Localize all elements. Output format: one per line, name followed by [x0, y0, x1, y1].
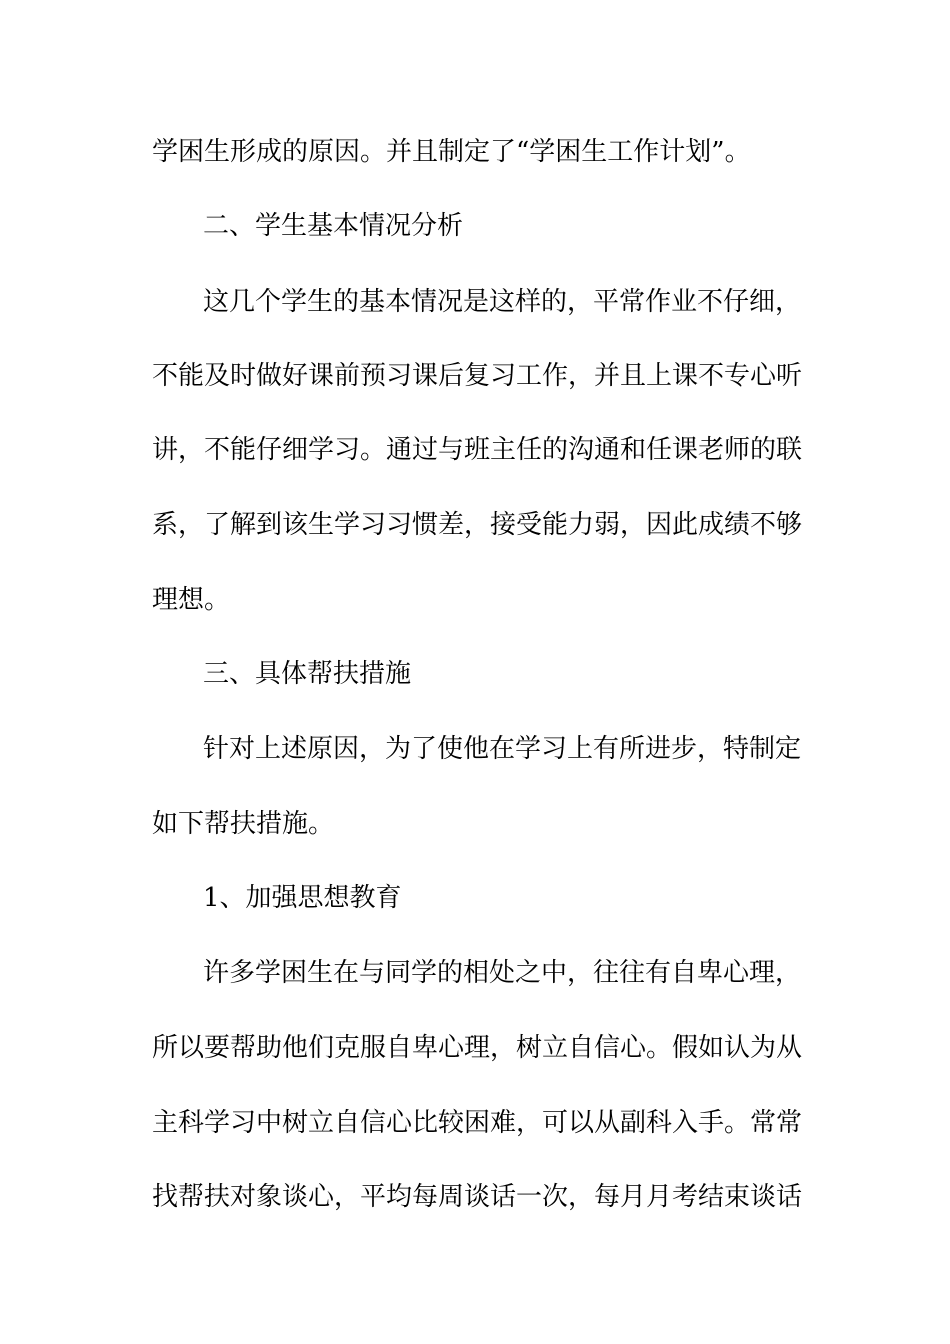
paragraph-line: 许多学困生在与同学的相处之中，往往有自卑心理， [203, 958, 802, 988]
paragraph-line: 不能及时做好课前预习课后复习工作，并且上课不专心听 [152, 361, 803, 391]
paragraph-line: 找帮扶对象谈心，平均每周谈话一次，每月月考结束谈话 [152, 1182, 803, 1212]
paragraph-line: 学困生形成的原因。并且制定了“学困生工作计划”。 [152, 137, 751, 167]
paragraph-line: 系，了解到该生学习习惯差，接受能力弱，因此成绩不够 [152, 510, 803, 540]
paragraph-line: 针对上述原因，为了使他在学习上有所进步，特制定 [203, 734, 802, 764]
paragraph-line: 所以要帮助他们克服自卑心理，树立自信心。假如认为从 [152, 1033, 803, 1063]
subsection-heading: 1、加强思想教育 [203, 883, 402, 913]
paragraph-line: 这几个学生的基本情况是这样的，平常作业不仔细， [203, 287, 802, 317]
paragraph-line: 理想。 [152, 585, 231, 615]
section-heading: 三、具体帮扶措施 [203, 659, 412, 689]
paragraph-line: 讲，不能仔细学习。通过与班主任的沟通和任课老师的联 [152, 435, 803, 465]
paragraph-line: 如下帮扶措施。 [152, 809, 335, 839]
paragraph-line: 主科学习中树立自信心比较困难，可以从副科入手。常常 [152, 1108, 803, 1138]
section-heading: 二、学生基本情况分析 [203, 211, 464, 241]
